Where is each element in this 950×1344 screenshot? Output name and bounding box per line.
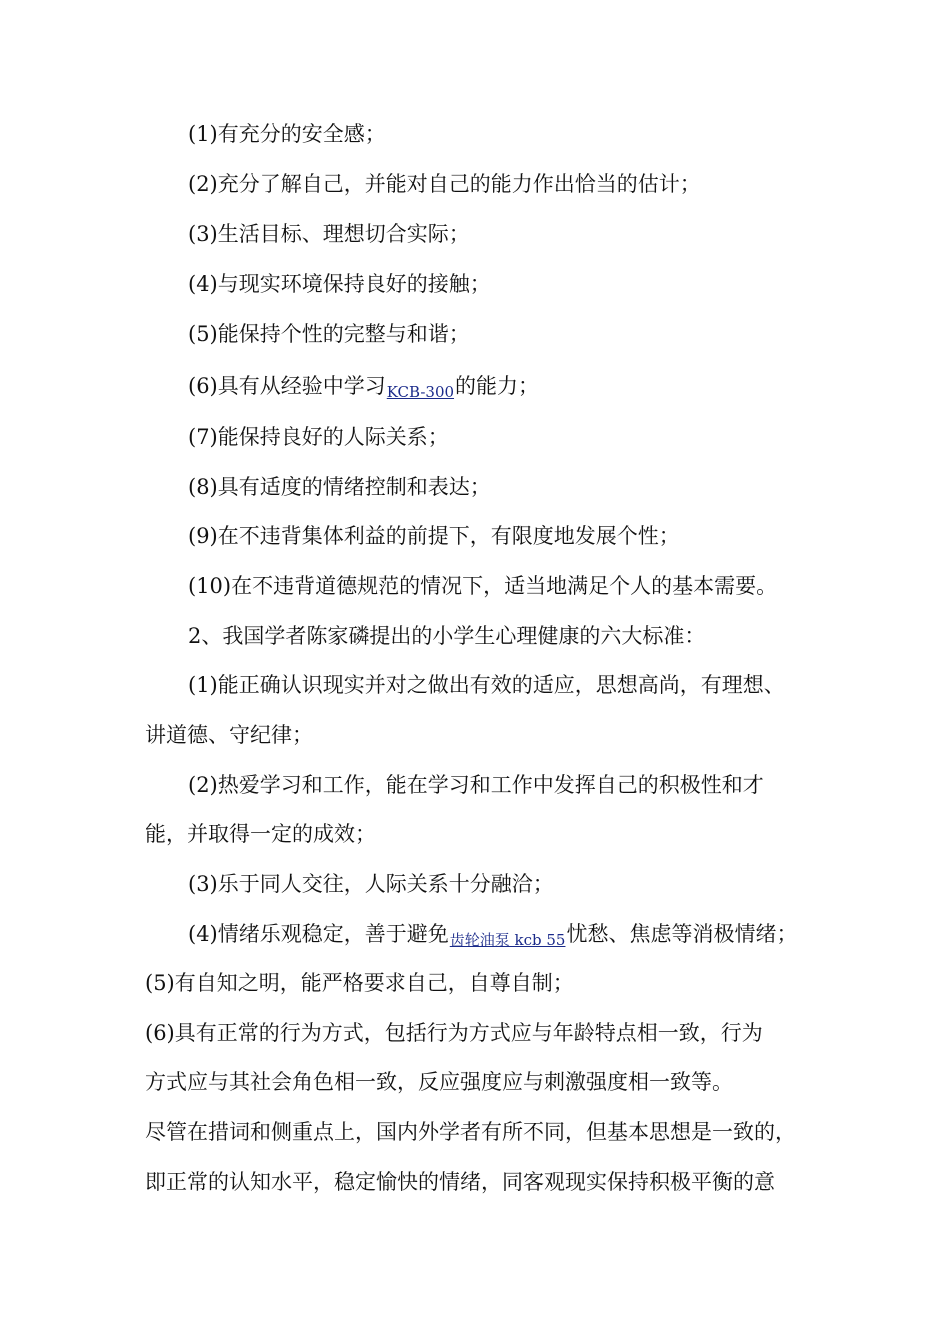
paragraph-line: (4)与现实环境保持良好的接触； (188, 272, 491, 296)
paragraph-line: (2)充分了解自己，并能对自己的能力作出恰当的估计； (188, 172, 701, 196)
paragraph-line (0, 920, 950, 954)
section-heading: 2、我国学者陈家磷提出的小学生心理健康的六大标准： (188, 624, 706, 648)
paragraph-line: 能，并取得一定的成效； (145, 822, 376, 846)
paragraph-line (0, 372, 950, 406)
paragraph-line: 尽管在措词和侧重点上，国内外学者有所不同，但基本思想是一致的， (145, 1120, 796, 1144)
paragraph-line: (8)具有适度的情绪控制和表达； (188, 475, 491, 499)
line-text: (6)具有从经验中学习 (188, 374, 386, 398)
gear-pump-link[interactable]: 齿轮油泵 kcb 55 (449, 931, 566, 949)
paragraph-line: (10)在不违背道德规范的情况下，适当地满足个人的基本需要。 (188, 574, 778, 598)
paragraph-line: (3)生活目标、理想切合实际； (188, 222, 470, 246)
line-text: 的能力； (455, 374, 540, 398)
paragraph-line: (1)有充分的安全感； (188, 122, 386, 146)
line-text: 忧愁、焦虑等消极情绪； (566, 922, 798, 946)
paragraph-line: (9)在不违背集体利益的前提下，有限度地发展个性； (188, 524, 680, 548)
kcb-300-link[interactable]: KCB-300 (386, 383, 455, 401)
paragraph-line: (2)热爱学习和工作，能在学习和工作中发挥自己的积极性和才 (188, 773, 764, 797)
paragraph-line: (6)具有正常的行为方式，包括行为方式应与年龄特点相一致，行为 (145, 1021, 763, 1045)
paragraph-line: (5)能保持个性的完整与和谐； (188, 322, 470, 346)
paragraph-line: 即正常的认知水平，稳定愉快的情绪，同客观现实保持积极平衡的意 (145, 1170, 775, 1194)
line-text: (4)情绪乐观稳定，善于避免 (188, 922, 449, 946)
paragraph-line: (1)能正确认识现实并对之做出有效的适应，思想高尚，有理想、 (188, 673, 785, 697)
paragraph-line: (5)有自知之明，能严格要求自己，自尊自制； (145, 971, 574, 995)
paragraph-line: 方式应与其社会角色相一致，反应强度应与刺激强度相一致等。 (145, 1070, 733, 1094)
paragraph-line: 讲道德、守纪律； (145, 723, 313, 747)
paragraph-line: (3)乐于同人交往，人际关系十分融洽； (188, 872, 554, 896)
paragraph-line: (7)能保持良好的人际关系； (188, 425, 449, 449)
